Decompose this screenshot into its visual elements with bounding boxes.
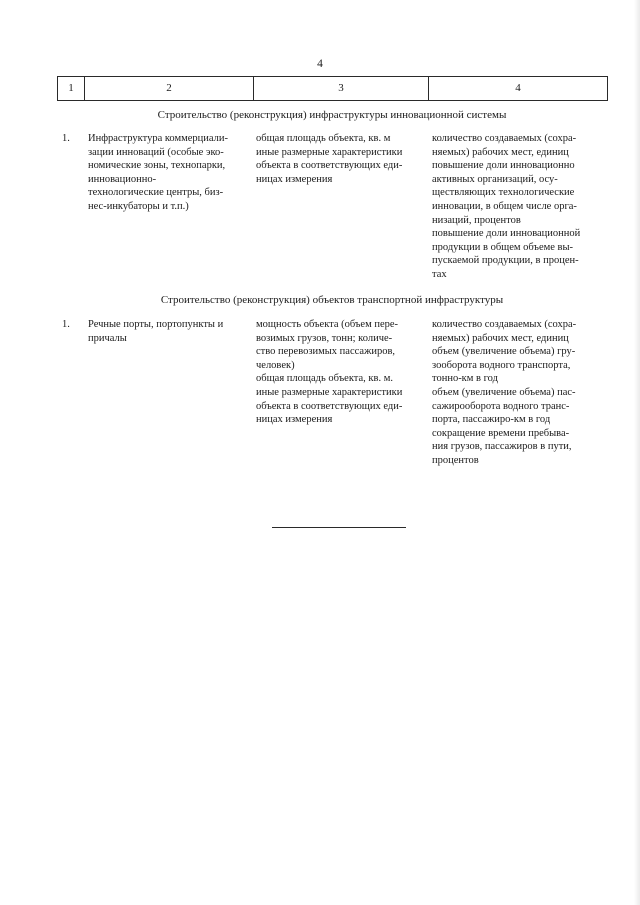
text-line: сокращение времени пребыва-	[432, 427, 570, 439]
row-number: 1.	[62, 133, 70, 144]
text-line: объем (увеличение объема) пас-	[432, 386, 576, 398]
text-line: зации инноваций (особые эко-	[88, 146, 224, 158]
text-line: мощность объекта (объем пере-	[256, 319, 399, 330]
object-type-cell	[88, 132, 228, 214]
text-line: ницах измерения	[256, 414, 333, 426]
text-line: ницах измерения	[256, 173, 333, 185]
text-line: зооборота водного транспорта,	[432, 359, 571, 371]
table-header-col-4: 4	[429, 77, 608, 101]
text-line: ство перевозимых пассажиров,	[256, 346, 396, 358]
text-line: иные размерные характеристики	[256, 386, 403, 398]
text-line: количество создаваемых (сохра-	[432, 319, 577, 330]
table-header	[57, 76, 608, 101]
text-line: объекта в соответствующих еди-	[256, 160, 403, 172]
text-line: ния грузов, пассажиров в пути,	[432, 441, 572, 453]
text-line: технологические центры, биз-	[88, 187, 224, 199]
text-line: сажирооборота водного транс-	[432, 400, 570, 412]
text-line: инновационно-	[88, 173, 157, 185]
section-title-innovation: Строительство (реконструкция) инфраструктуры инновационной системы	[157, 109, 507, 121]
capacity-cell	[256, 318, 402, 427]
text-line: номические зоны, технопарки,	[88, 160, 226, 172]
page-number: 4	[317, 58, 323, 70]
text-line: человек)	[256, 359, 295, 371]
text-line: иные размерные характеристики	[256, 146, 403, 158]
table-header-col-1: 1	[58, 77, 85, 101]
text-line: нес-инкубаторы и т.п.)	[88, 200, 189, 212]
section-title-transport: Строительство (реконструкция) объектов транспортной инфраструктуры	[160, 294, 504, 306]
text-line: повышение доли инновационно	[432, 160, 575, 172]
text-line: инновации, в общем числе орга-	[432, 200, 577, 212]
indicators-cell	[432, 318, 576, 468]
text-line: причалы	[88, 332, 127, 344]
table-header-row	[58, 77, 608, 101]
text-line: активных организаций, осу-	[432, 173, 558, 185]
text-line: порта, пассажиро-км в год	[432, 414, 551, 426]
object-type-cell	[88, 318, 223, 345]
indicators-cell	[432, 132, 580, 282]
text-line: няемых) рабочих мест, единиц	[432, 332, 569, 344]
text-line: низаций, процентов	[432, 214, 521, 226]
text-line: количество создаваемых (сохра-	[432, 133, 577, 144]
text-line: процентов	[432, 454, 479, 466]
text-line: общая площадь объекта, кв. м.	[256, 373, 393, 385]
capacity-cell	[256, 132, 402, 186]
text-line: тах	[432, 268, 447, 280]
table-header-col-2: 2	[85, 77, 254, 101]
text-line: Инфраструктура коммерциали-	[88, 133, 229, 144]
table-header-col-3: 3	[254, 77, 429, 101]
text-line: Речные порты, портопункты и	[88, 319, 224, 330]
text-line: объекта в соответствующих еди-	[256, 400, 403, 412]
text-line: няемых) рабочих мест, единиц	[432, 146, 569, 158]
text-line: продукции в общем объеме вы-	[432, 241, 574, 253]
text-line: объем (увеличение объема) гру-	[432, 346, 576, 358]
scan-edge-shadow	[634, 0, 640, 905]
end-divider-line	[272, 527, 406, 528]
text-line: пускаемой продукции, в процен-	[432, 255, 579, 267]
text-line: возимых грузов, тонн; количе-	[256, 332, 393, 344]
row-number: 1.	[62, 319, 70, 330]
text-line: повышение доли инновационной	[432, 228, 581, 240]
text-line: тонно-км в год	[432, 373, 498, 385]
text-line: общая площадь объекта, кв. м	[256, 133, 391, 144]
text-line: ществляющих технологические	[432, 187, 575, 199]
